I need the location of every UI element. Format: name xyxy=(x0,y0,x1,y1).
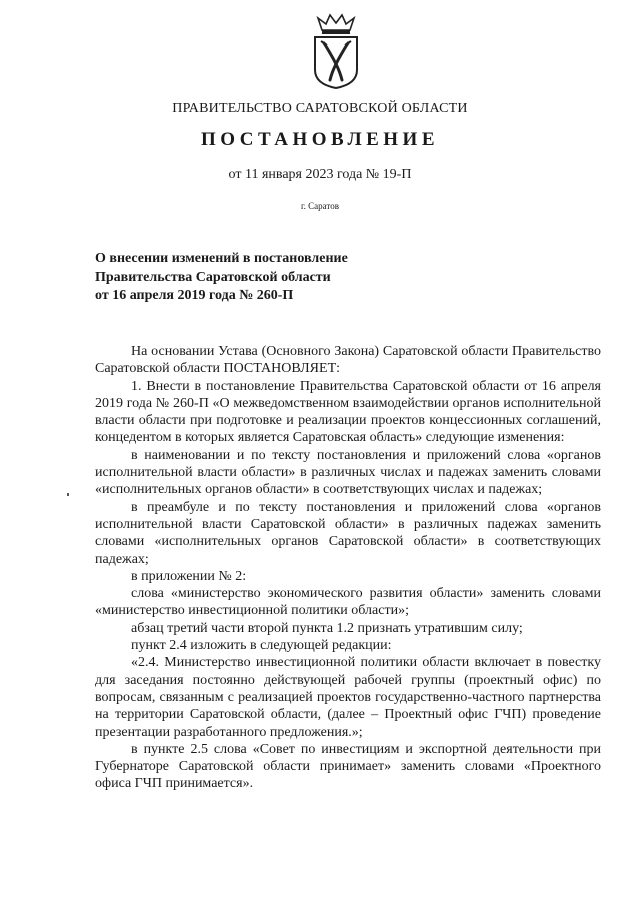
document-date-number: от 11 января 2023 года № 19-П xyxy=(228,167,412,182)
paragraph-appendix-2: в приложении № 2: xyxy=(131,568,247,584)
document-body xyxy=(95,343,601,793)
paragraph-rename-organs: в наименовании и по тексту постановления и приложений слова «органов исполнительной власти области» в различных числах и падежах заменить словами «исполнительных органов области» в соответствующих числах и падежах; xyxy=(95,447,601,498)
paragraph-preamble-change: в преамбуле и по тексту постановления и приложений слова «органов исполнительной власти Саратовской области» в различных падежах заменить словами «исполнительных органов Саратовской области» в соответствующих падежах; xyxy=(95,499,601,567)
document-subject xyxy=(95,250,455,306)
subject-line: О внесении изменений в постановление xyxy=(95,251,348,266)
subject-line: Правительства Саратовской области xyxy=(95,269,331,285)
paragraph-clause-2-4-intro: пункт 2.4 изложить в следующей редакции: xyxy=(131,638,392,654)
paragraph-clause-2-4-text: «2.4. Министерство инвестиционной политики области включает в повестку для заседания постоянно действующей рабочей группы (проектный офис) по вопросам, связанным с реализацией проектов государственно-частного партнерства на территории Саратовской области, (далее – Проектный офис ГЧП) проведение презентации разработанного предложения.»; xyxy=(95,655,601,740)
paragraph-item-1: 1. Внести в постановление Правительства Саратовской области от 16 апреля 2019 года № 260-П «О межведомственном взаимодействии органов исполнительной власти области при подготовке и реализации проектов концессионных соглашений, концедентом в которых является Саратовская область» следующие изменения: xyxy=(95,378,601,446)
subject-line: от 16 апреля 2019 года № 260-П xyxy=(95,288,294,303)
document-type: ПОСТАНОВЛЕНИЕ xyxy=(200,129,440,150)
government-title: ПРАВИТЕЛЬСТВО САРАТОВСКОЙ ОБЛАСТИ xyxy=(172,101,468,116)
paragraph-clause-2-5: в пункте 2.5 слова «Совет по инвестициям и экспортной деятельности при Губернаторе Саратовской области принимает» заменить словами «Проектного офиса ГЧП принимается». xyxy=(95,741,601,792)
paragraph-preamble: На основании Устава (Основного Закона) Саратовской области Правительство Саратовской области ПОСТАНОВЛЯЕТ: xyxy=(95,344,601,377)
scan-mark xyxy=(67,493,69,496)
saratov-coat-of-arms-icon xyxy=(310,12,362,90)
paragraph-abolish-clause: абзац третий части второй пункта 1.2 признать утратившим силу; xyxy=(131,620,523,636)
document-city: г. Саратов xyxy=(301,201,339,211)
paragraph-ministry-rename: слова «министерство экономического развития области» заменить словами «министерство инвестиционной политики области»; xyxy=(95,586,601,619)
